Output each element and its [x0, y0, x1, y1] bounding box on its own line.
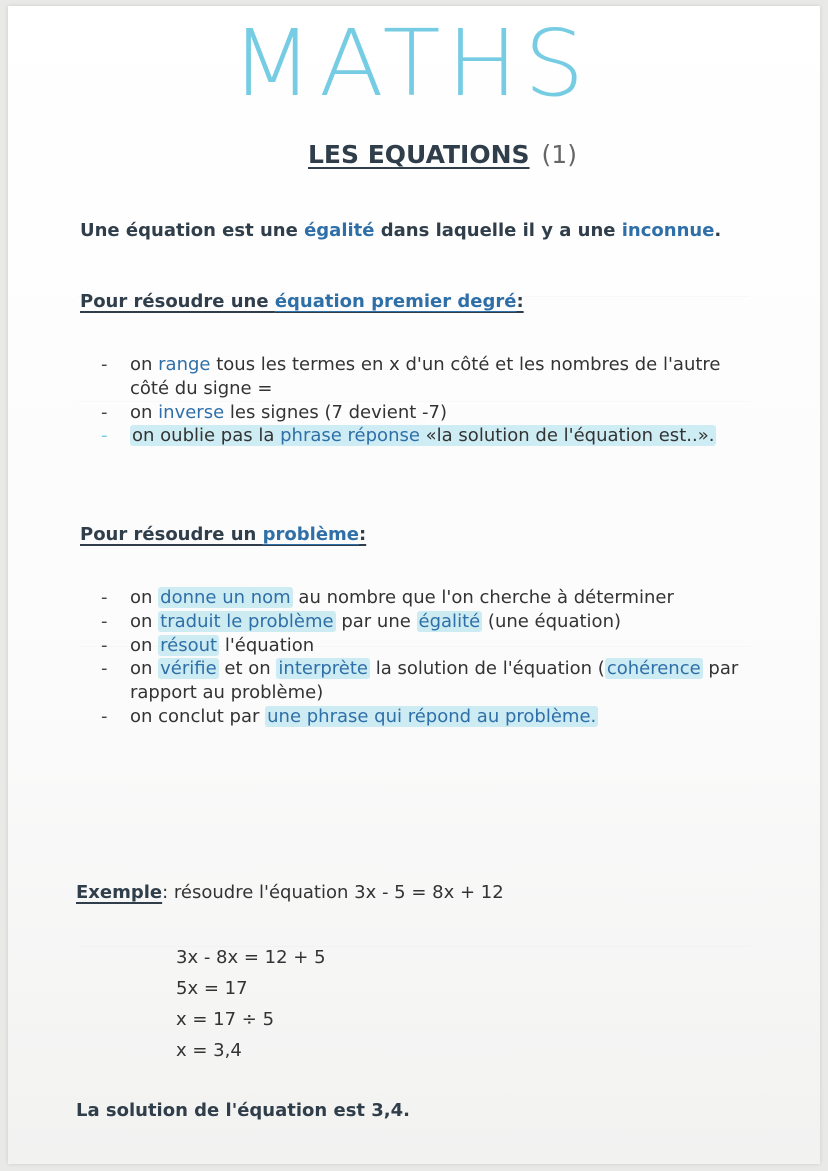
item-term-resout: résout: [160, 634, 218, 656]
item-term-verifie: vérifie: [160, 658, 217, 680]
section2-heading-pre: Pour résoudre un: [80, 524, 263, 545]
list-item: [101, 610, 738, 634]
notebook-page: [8, 6, 820, 1164]
equation-step: x = 17 ÷ 5: [176, 1009, 275, 1030]
definition-pre: Une équation est une: [80, 220, 305, 241]
item-continuation: côté du signe =: [130, 377, 273, 399]
item-term-phrase: une phrase qui répond au problème.: [267, 705, 597, 727]
item-on: on: [130, 610, 159, 632]
list-item: [101, 401, 721, 425]
section-heading-probleme: [80, 524, 366, 545]
item-mid: par une: [335, 610, 417, 632]
bullet-dash: -: [101, 634, 108, 656]
item-term-egalite: égalité: [418, 610, 481, 632]
item-rest: (une équation): [482, 610, 621, 632]
subtitle-text: LES EQUATIONS: [308, 140, 530, 169]
equation-steps-list: [101, 353, 721, 448]
item-on: on: [130, 354, 159, 375]
bullet-dash: -: [101, 705, 108, 727]
definition-end: .: [714, 220, 722, 241]
item-term-range: range: [158, 354, 211, 375]
item-pre: on oublie pas la: [132, 425, 281, 447]
list-item: [101, 424, 721, 448]
item-rest: par: [702, 658, 739, 680]
item-rest: «la solution de l'équation est..».: [419, 425, 715, 447]
equation-step: x = 3,4: [176, 1040, 242, 1061]
item-term-coherence: cohérence: [606, 658, 701, 680]
definition-sentence: [80, 220, 721, 242]
equation-step: 5x = 17: [176, 978, 248, 999]
list-item: [101, 353, 721, 401]
example-statement: [76, 882, 504, 904]
item-mid: et on: [218, 658, 277, 680]
item-rest: les signes (7 devient -7): [224, 401, 448, 423]
item-term-donne-un-nom: donne un nom: [160, 587, 291, 608]
list-item: [101, 705, 738, 729]
bullet-dash: -: [101, 587, 108, 608]
item-term-inverse: inverse: [158, 401, 225, 423]
bullet-dash: -: [101, 610, 108, 632]
problem-steps-list: [101, 586, 738, 729]
highlighted-reminder: [130, 425, 716, 446]
section2-heading-term: problème: [262, 524, 359, 545]
item-pre: on conclut par: [130, 705, 266, 727]
item-rest: l'équation: [219, 634, 315, 656]
section1-heading-term: équation premier degré: [274, 291, 517, 312]
page-title: MATHS: [231, 10, 591, 117]
item-term-interprete: interprète: [278, 658, 368, 680]
list-item: [101, 634, 738, 658]
page-subtitle: [308, 140, 577, 169]
item-continuation: rapport au problème): [130, 682, 324, 703]
list-item: [101, 586, 738, 610]
item-on: on: [130, 658, 159, 680]
definition-term-egalite: égalité: [304, 220, 375, 241]
equation-step: 3x - 8x = 12 + 5: [176, 947, 326, 968]
list-item: [101, 657, 738, 705]
definition-mid: dans laquelle il y a une: [374, 220, 622, 241]
item-mid2: la solution de l'équation (: [370, 658, 605, 680]
item-on: on: [130, 587, 159, 608]
item-term-traduit: traduit le problème: [160, 610, 334, 632]
bullet-dash: -: [101, 354, 108, 375]
section2-heading-end: :: [359, 524, 367, 545]
subtitle-number: (1): [541, 140, 577, 169]
bullet-dash: -: [101, 425, 108, 447]
example-label: Exemple: [76, 882, 163, 903]
item-rest: tous les termes en x d'un côté et les nombres de l'autre: [210, 354, 721, 375]
item-term-phrase-reponse: phrase réponse: [280, 425, 420, 447]
item-on: on: [130, 401, 159, 423]
item-on: on: [130, 634, 159, 656]
bullet-dash: -: [101, 658, 108, 680]
item-rest: au nombre que l'on cherche à déterminer: [292, 587, 674, 608]
definition-term-inconnue: inconnue: [621, 220, 715, 241]
section1-heading-pre: Pour résoudre une: [80, 291, 275, 312]
bullet-dash: -: [101, 401, 108, 423]
example-text: : résoudre l'équation 3x - 5 = 8x + 12: [162, 882, 504, 903]
example-conclusion: La solution de l'équation est 3,4.: [76, 1100, 411, 1121]
section1-heading-end: :: [516, 291, 524, 312]
section-heading-equation: [80, 291, 524, 312]
